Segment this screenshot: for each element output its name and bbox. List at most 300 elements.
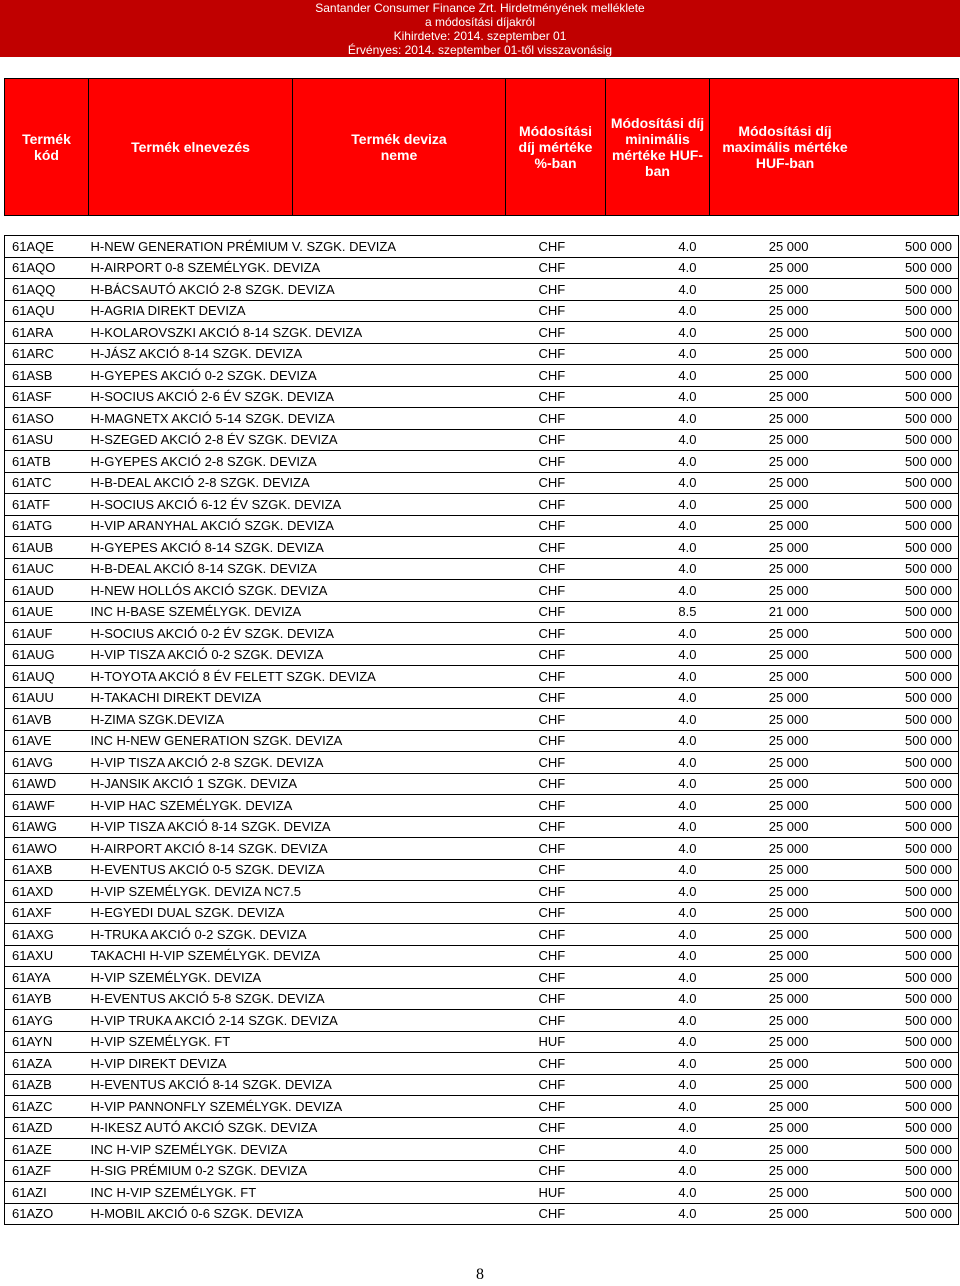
currency-cell: CHF	[539, 537, 669, 559]
currency-cell: HUF	[539, 1182, 669, 1204]
fee-minimum-cell: 25 000	[697, 322, 809, 344]
table-row	[5, 881, 959, 903]
product-name-cell: H-EVENTUS AKCIÓ 5-8 SZGK. DEVIZA	[89, 988, 539, 1010]
fee-table	[4, 235, 959, 1225]
table-row	[5, 537, 959, 559]
fee-minimum-cell: 25 000	[697, 902, 809, 924]
title-line-1: Santander Consumer Finance Zrt. Hirdetményének melléklete	[315, 1, 645, 15]
product-code-cell: 61AZE	[5, 1139, 89, 1161]
fee-minimum-cell: 25 000	[697, 279, 809, 301]
product-code-cell: 61AXB	[5, 859, 89, 881]
currency-cell: CHF	[539, 687, 669, 709]
fee-percent-cell: 4.0	[669, 1074, 697, 1096]
title-line-3: Kihirdetve: 2014. szeptember 01	[393, 29, 567, 43]
currency-cell: CHF	[539, 451, 669, 473]
product-code-cell: 61ATG	[5, 515, 89, 537]
fee-maximum-cell: 500 000	[809, 365, 959, 387]
product-name-cell: H-VIP SZEMÉLYGK. DEVIZA	[89, 967, 539, 989]
table-row	[5, 472, 959, 494]
fee-minimum-cell: 25 000	[697, 1010, 809, 1032]
header-currency: Termék deviza neme	[293, 79, 506, 215]
product-code-cell: 61ASB	[5, 365, 89, 387]
fee-percent-cell: 4.0	[669, 343, 697, 365]
product-name-cell: H-SOCIUS AKCIÓ 0-2 ÉV SZGK. DEVIZA	[89, 623, 539, 645]
fee-percent-cell: 4.0	[669, 515, 697, 537]
currency-cell: CHF	[539, 1117, 669, 1139]
fee-maximum-cell: 500 000	[809, 343, 959, 365]
product-name-cell: H-NEW GENERATION PRÉMIUM V. SZGK. DEVIZA	[89, 236, 539, 258]
product-code-cell: 61AUF	[5, 623, 89, 645]
product-name-cell: H-VIP HAC SZEMÉLYGK. DEVIZA	[89, 795, 539, 817]
fee-maximum-cell: 500 000	[809, 558, 959, 580]
fee-percent-cell: 4.0	[669, 472, 697, 494]
fee-maximum-cell: 500 000	[809, 623, 959, 645]
table-row	[5, 687, 959, 709]
currency-cell: CHF	[539, 752, 669, 774]
fee-maximum-cell: 500 000	[809, 924, 959, 946]
fee-percent-cell: 4.0	[669, 666, 697, 688]
product-name-cell: INC H-VIP SZEMÉLYGK. DEVIZA	[89, 1139, 539, 1161]
fee-maximum-cell: 500 000	[809, 881, 959, 903]
table-row	[5, 322, 959, 344]
product-code-cell: 61AQO	[5, 257, 89, 279]
table-row	[5, 300, 959, 322]
currency-cell: CHF	[539, 795, 669, 817]
product-name-cell: H-MAGNETX AKCIÓ 5-14 SZGK. DEVIZA	[89, 408, 539, 430]
fee-minimum-cell: 25 000	[697, 451, 809, 473]
product-name-cell: H-GYEPES AKCIÓ 0-2 SZGK. DEVIZA	[89, 365, 539, 387]
table-row	[5, 666, 959, 688]
fee-maximum-cell: 500 000	[809, 988, 959, 1010]
fee-minimum-cell: 25 000	[697, 644, 809, 666]
product-code-cell: 61AUE	[5, 601, 89, 623]
currency-cell: CHF	[539, 472, 669, 494]
product-name-cell: H-SOCIUS AKCIÓ 6-12 ÉV SZGK. DEVIZA	[89, 494, 539, 516]
table-row	[5, 967, 959, 989]
fee-maximum-cell: 500 000	[809, 537, 959, 559]
fee-minimum-cell: 25 000	[697, 666, 809, 688]
product-code-cell: 61AZI	[5, 1182, 89, 1204]
table-row	[5, 902, 959, 924]
currency-cell: CHF	[539, 1074, 669, 1096]
product-name-cell: H-GYEPES AKCIÓ 8-14 SZGK. DEVIZA	[89, 537, 539, 559]
currency-cell: CHF	[539, 709, 669, 731]
fee-percent-cell: 4.0	[669, 300, 697, 322]
fee-minimum-cell: 25 000	[697, 1182, 809, 1204]
product-code-cell: 61AWD	[5, 773, 89, 795]
currency-cell: CHF	[539, 644, 669, 666]
fee-percent-cell: 4.0	[669, 537, 697, 559]
currency-cell: CHF	[539, 945, 669, 967]
currency-cell: CHF	[539, 580, 669, 602]
table-row	[5, 644, 959, 666]
fee-minimum-cell: 25 000	[697, 773, 809, 795]
fee-percent-cell: 4.0	[669, 623, 697, 645]
currency-cell: CHF	[539, 300, 669, 322]
fee-maximum-cell: 500 000	[809, 967, 959, 989]
product-code-cell: 61AXF	[5, 902, 89, 924]
fee-percent-cell: 4.0	[669, 816, 697, 838]
fee-minimum-cell: 25 000	[697, 580, 809, 602]
product-name-cell: H-VIP TRUKA AKCIÓ 2-14 SZGK. DEVIZA	[89, 1010, 539, 1032]
product-name-cell: H-SIG PRÉMIUM 0-2 SZGK. DEVIZA	[89, 1160, 539, 1182]
fee-maximum-cell: 500 000	[809, 300, 959, 322]
currency-cell: CHF	[539, 558, 669, 580]
table-row	[5, 1160, 959, 1182]
product-code-cell: 61ASO	[5, 408, 89, 430]
product-name-cell: H-EVENTUS AKCIÓ 8-14 SZGK. DEVIZA	[89, 1074, 539, 1096]
product-code-cell: 61ASF	[5, 386, 89, 408]
table-row	[5, 816, 959, 838]
fee-maximum-cell: 500 000	[809, 1160, 959, 1182]
fee-minimum-cell: 25 000	[697, 1074, 809, 1096]
page-number: 8	[476, 1266, 484, 1283]
product-code-cell: 61AUB	[5, 537, 89, 559]
product-name-cell: H-IKESZ AUTÓ AKCIÓ SZGK. DEVIZA	[89, 1117, 539, 1139]
fee-minimum-cell: 25 000	[697, 687, 809, 709]
table-row	[5, 601, 959, 623]
product-code-cell: 61AVE	[5, 730, 89, 752]
table-row	[5, 580, 959, 602]
currency-cell: CHF	[539, 601, 669, 623]
header-fee-percent: Módosítási díj mértéke %-ban	[506, 79, 606, 215]
product-name-cell: TAKACHI H-VIP SZEMÉLYGK. DEVIZA	[89, 945, 539, 967]
table-row	[5, 1031, 959, 1053]
fee-percent-cell: 4.0	[669, 1096, 697, 1118]
fee-percent-cell: 4.0	[669, 1182, 697, 1204]
fee-maximum-cell: 500 000	[809, 1074, 959, 1096]
currency-cell: CHF	[539, 859, 669, 881]
fee-maximum-cell: 500 000	[809, 838, 959, 860]
product-name-cell: H-NEW HOLLÓS AKCIÓ SZGK. DEVIZA	[89, 580, 539, 602]
currency-cell: CHF	[539, 773, 669, 795]
currency-cell: CHF	[539, 1053, 669, 1075]
fee-percent-cell: 4.0	[669, 902, 697, 924]
product-name-cell: H-KOLAROVSZKI AKCIÓ 8-14 SZGK. DEVIZA	[89, 322, 539, 344]
fee-minimum-cell: 25 000	[697, 365, 809, 387]
product-name-cell: INC H-BASE SZEMÉLYGK. DEVIZA	[89, 601, 539, 623]
fee-maximum-cell: 500 000	[809, 1010, 959, 1032]
fee-minimum-cell: 25 000	[697, 945, 809, 967]
fee-percent-cell: 4.0	[669, 881, 697, 903]
product-name-cell: H-TRUKA AKCIÓ 0-2 SZGK. DEVIZA	[89, 924, 539, 946]
fee-percent-cell: 4.0	[669, 859, 697, 881]
currency-cell: CHF	[539, 386, 669, 408]
header-product-name: Termék elnevezés	[89, 79, 293, 215]
fee-percent-cell: 4.0	[669, 408, 697, 430]
fee-percent-cell: 4.0	[669, 580, 697, 602]
fee-maximum-cell: 500 000	[809, 279, 959, 301]
fee-minimum-cell: 25 000	[697, 1139, 809, 1161]
product-code-cell: 61AZB	[5, 1074, 89, 1096]
product-code-cell: 61ARA	[5, 322, 89, 344]
table-row	[5, 558, 959, 580]
fee-percent-cell: 4.0	[669, 795, 697, 817]
product-name-cell: H-EGYEDI DUAL SZGK. DEVIZA	[89, 902, 539, 924]
fee-minimum-cell: 25 000	[697, 1203, 809, 1225]
fee-minimum-cell: 25 000	[697, 1096, 809, 1118]
product-code-cell: 61AWG	[5, 816, 89, 838]
fee-minimum-cell: 25 000	[697, 816, 809, 838]
fee-percent-cell: 4.0	[669, 365, 697, 387]
product-code-cell: 61AYN	[5, 1031, 89, 1053]
table-row	[5, 279, 959, 301]
fee-minimum-cell: 25 000	[697, 537, 809, 559]
fee-maximum-cell: 500 000	[809, 601, 959, 623]
product-code-cell: 61AZA	[5, 1053, 89, 1075]
fee-percent-cell: 4.0	[669, 494, 697, 516]
product-name-cell: H-MOBIL AKCIÓ 0-6 SZGK. DEVIZA	[89, 1203, 539, 1225]
product-code-cell: 61AUD	[5, 580, 89, 602]
currency-cell: CHF	[539, 967, 669, 989]
fee-percent-cell: 4.0	[669, 279, 697, 301]
document-title-banner	[0, 0, 960, 57]
fee-maximum-cell: 500 000	[809, 322, 959, 344]
currency-cell: CHF	[539, 1203, 669, 1225]
fee-minimum-cell: 25 000	[697, 859, 809, 881]
fee-percent-cell: 4.0	[669, 236, 697, 258]
product-code-cell: 61AUQ	[5, 666, 89, 688]
fee-percent-cell: 4.0	[669, 386, 697, 408]
table-row	[5, 1203, 959, 1225]
table-row	[5, 1053, 959, 1075]
fee-minimum-cell: 25 000	[697, 472, 809, 494]
fee-maximum-cell: 500 000	[809, 795, 959, 817]
product-code-cell: 61AVB	[5, 709, 89, 731]
fee-minimum-cell: 25 000	[697, 494, 809, 516]
product-name-cell: H-VIP TISZA AKCIÓ 0-2 SZGK. DEVIZA	[89, 644, 539, 666]
fee-maximum-cell: 500 000	[809, 773, 959, 795]
fee-maximum-cell: 500 000	[809, 1096, 959, 1118]
currency-cell: CHF	[539, 515, 669, 537]
fee-maximum-cell: 500 000	[809, 429, 959, 451]
table-row	[5, 1096, 959, 1118]
currency-cell: CHF	[539, 816, 669, 838]
table-row	[5, 386, 959, 408]
fee-maximum-cell: 500 000	[809, 408, 959, 430]
product-code-cell: 61AUC	[5, 558, 89, 580]
fee-minimum-cell: 25 000	[697, 709, 809, 731]
product-code-cell: 61ATC	[5, 472, 89, 494]
fee-minimum-cell: 25 000	[697, 988, 809, 1010]
currency-cell: CHF	[539, 988, 669, 1010]
currency-cell: CHF	[539, 730, 669, 752]
fee-maximum-cell: 500 000	[809, 816, 959, 838]
fee-minimum-cell: 25 000	[697, 1031, 809, 1053]
fee-minimum-cell: 21 000	[697, 601, 809, 623]
fee-minimum-cell: 25 000	[697, 881, 809, 903]
product-code-cell: 61AZF	[5, 1160, 89, 1182]
fee-percent-cell: 4.0	[669, 945, 697, 967]
fee-maximum-cell: 500 000	[809, 730, 959, 752]
product-name-cell: H-B-DEAL AKCIÓ 2-8 SZGK. DEVIZA	[89, 472, 539, 494]
fee-percent-cell: 4.0	[669, 1117, 697, 1139]
fee-percent-cell: 4.0	[669, 924, 697, 946]
product-name-cell: H-TOYOTA AKCIÓ 8 ÉV FELETT SZGK. DEVIZA	[89, 666, 539, 688]
product-code-cell: 61AYG	[5, 1010, 89, 1032]
currency-cell: CHF	[539, 343, 669, 365]
product-name-cell: INC H-VIP SZEMÉLYGK. FT	[89, 1182, 539, 1204]
currency-cell: CHF	[539, 1096, 669, 1118]
product-code-cell: 61ASU	[5, 429, 89, 451]
currency-cell: CHF	[539, 257, 669, 279]
product-code-cell: 61AUU	[5, 687, 89, 709]
fee-maximum-cell: 500 000	[809, 472, 959, 494]
fee-percent-cell: 4.0	[669, 644, 697, 666]
fee-maximum-cell: 500 000	[809, 644, 959, 666]
currency-cell: CHF	[539, 838, 669, 860]
table-row	[5, 1010, 959, 1032]
product-code-cell: 61AQQ	[5, 279, 89, 301]
fee-table-body	[5, 236, 959, 1225]
fee-percent-cell: 4.0	[669, 730, 697, 752]
fee-percent-cell: 4.0	[669, 322, 697, 344]
fee-minimum-cell: 25 000	[697, 1117, 809, 1139]
currency-cell: CHF	[539, 365, 669, 387]
header-fee-maximum: Módosítási díj maximális mértéke HUF-ban	[722, 123, 848, 171]
product-name-cell: H-VIP TISZA AKCIÓ 8-14 SZGK. DEVIZA	[89, 816, 539, 838]
fee-percent-cell: 4.0	[669, 257, 697, 279]
table-row	[5, 988, 959, 1010]
product-name-cell: H-BÁCSAUTÓ AKCIÓ 2-8 SZGK. DEVIZA	[89, 279, 539, 301]
product-name-cell: H-AIRPORT AKCIÓ 8-14 SZGK. DEVIZA	[89, 838, 539, 860]
currency-cell: CHF	[539, 408, 669, 430]
fee-percent-cell: 4.0	[669, 687, 697, 709]
fee-minimum-cell: 25 000	[697, 1053, 809, 1075]
fee-percent-cell: 4.0	[669, 1160, 697, 1182]
product-code-cell: 61AVG	[5, 752, 89, 774]
fee-maximum-cell: 500 000	[809, 1053, 959, 1075]
currency-cell: CHF	[539, 1010, 669, 1032]
product-name-cell: H-VIP PANNONFLY SZEMÉLYGK. DEVIZA	[89, 1096, 539, 1118]
fee-maximum-cell: 500 000	[809, 902, 959, 924]
currency-cell: HUF	[539, 1031, 669, 1053]
table-row	[5, 859, 959, 881]
product-name-cell: INC H-NEW GENERATION SZGK. DEVIZA	[89, 730, 539, 752]
table-row	[5, 795, 959, 817]
product-name-cell: H-SOCIUS AKCIÓ 2-6 ÉV SZGK. DEVIZA	[89, 386, 539, 408]
currency-cell: CHF	[539, 236, 669, 258]
product-name-cell: H-VIP SZEMÉLYGK. DEVIZA NC7.5	[89, 881, 539, 903]
currency-cell: CHF	[539, 429, 669, 451]
fee-percent-cell: 4.0	[669, 773, 697, 795]
table-row	[5, 1182, 959, 1204]
table-row	[5, 730, 959, 752]
fee-maximum-cell: 500 000	[809, 580, 959, 602]
product-code-cell: 61AUG	[5, 644, 89, 666]
fee-maximum-cell: 500 000	[809, 515, 959, 537]
title-line-2: a módosítási díjakról	[424, 15, 536, 29]
product-name-cell: H-VIP SZEMÉLYGK. FT	[89, 1031, 539, 1053]
fee-minimum-cell: 25 000	[697, 838, 809, 860]
fee-percent-cell: 4.0	[669, 1010, 697, 1032]
product-code-cell: 61ATF	[5, 494, 89, 516]
fee-minimum-cell: 25 000	[697, 1160, 809, 1182]
table-row	[5, 773, 959, 795]
fee-percent-cell: 8.5	[669, 601, 697, 623]
fee-minimum-cell: 25 000	[697, 924, 809, 946]
product-code-cell: 61AZD	[5, 1117, 89, 1139]
header-fee-minimum: Módosítási díj minimális mértéke HUF- ban	[606, 79, 710, 215]
product-name-cell: H-AGRIA DIREKT DEVIZA	[89, 300, 539, 322]
product-code-cell: 61ARC	[5, 343, 89, 365]
table-row	[5, 1117, 959, 1139]
table-row	[5, 623, 959, 645]
product-name-cell: H-EVENTUS AKCIÓ 0-5 SZGK. DEVIZA	[89, 859, 539, 881]
fee-maximum-cell: 500 000	[809, 257, 959, 279]
product-name-cell: H-GYEPES AKCIÓ 2-8 SZGK. DEVIZA	[89, 451, 539, 473]
table-row	[5, 515, 959, 537]
product-name-cell: H-VIP TISZA AKCIÓ 2-8 SZGK. DEVIZA	[89, 752, 539, 774]
table-header	[4, 78, 959, 216]
fee-maximum-cell: 500 000	[809, 752, 959, 774]
product-code-cell: 61AZC	[5, 1096, 89, 1118]
currency-cell: CHF	[539, 1160, 669, 1182]
fee-percent-cell: 4.0	[669, 752, 697, 774]
fee-maximum-cell: 500 000	[809, 945, 959, 967]
product-name-cell: H-SZEGED AKCIÓ 2-8 ÉV SZGK. DEVIZA	[89, 429, 539, 451]
fee-percent-cell: 4.0	[669, 1203, 697, 1225]
product-code-cell: 61AXU	[5, 945, 89, 967]
product-code-cell: 61AQE	[5, 236, 89, 258]
fee-minimum-cell: 25 000	[697, 236, 809, 258]
fee-maximum-cell: 500 000	[809, 1139, 959, 1161]
fee-minimum-cell: 25 000	[697, 623, 809, 645]
product-name-cell: H-B-DEAL AKCIÓ 8-14 SZGK. DEVIZA	[89, 558, 539, 580]
fee-percent-cell: 4.0	[669, 1139, 697, 1161]
product-name-cell: H-JANSIK AKCIÓ 1 SZGK. DEVIZA	[89, 773, 539, 795]
table-row	[5, 365, 959, 387]
product-name-cell: H-VIP ARANYHAL AKCIÓ SZGK. DEVIZA	[89, 515, 539, 537]
fee-percent-cell: 4.0	[669, 709, 697, 731]
fee-minimum-cell: 25 000	[697, 515, 809, 537]
table-row	[5, 429, 959, 451]
fee-minimum-cell: 25 000	[697, 257, 809, 279]
fee-maximum-cell: 500 000	[809, 386, 959, 408]
currency-cell: CHF	[539, 881, 669, 903]
currency-cell: CHF	[539, 1139, 669, 1161]
currency-cell: CHF	[539, 322, 669, 344]
fee-percent-cell: 4.0	[669, 1053, 697, 1075]
table-row	[5, 451, 959, 473]
product-name-cell: H-ZIMA SZGK.DEVIZA	[89, 709, 539, 731]
table-row	[5, 236, 959, 258]
fee-minimum-cell: 25 000	[697, 558, 809, 580]
product-code-cell: 61ATB	[5, 451, 89, 473]
currency-cell: CHF	[539, 666, 669, 688]
fee-minimum-cell: 25 000	[697, 795, 809, 817]
fee-minimum-cell: 25 000	[697, 752, 809, 774]
currency-cell: CHF	[539, 902, 669, 924]
currency-cell: CHF	[539, 623, 669, 645]
fee-maximum-cell: 500 000	[809, 236, 959, 258]
fee-percent-cell: 4.0	[669, 451, 697, 473]
fee-maximum-cell: 500 000	[809, 859, 959, 881]
fee-minimum-cell: 25 000	[697, 343, 809, 365]
product-code-cell: 61AXG	[5, 924, 89, 946]
table-row	[5, 1074, 959, 1096]
table-row	[5, 709, 959, 731]
table-row	[5, 924, 959, 946]
fee-percent-cell: 4.0	[669, 988, 697, 1010]
fee-percent-cell: 4.0	[669, 558, 697, 580]
title-line-4: Érvényes: 2014. szeptember 01-től visszavonásig	[347, 43, 613, 57]
currency-cell: CHF	[539, 279, 669, 301]
table-row	[5, 838, 959, 860]
table-row	[5, 494, 959, 516]
product-code-cell: 61AXD	[5, 881, 89, 903]
product-code-cell: 61AQU	[5, 300, 89, 322]
